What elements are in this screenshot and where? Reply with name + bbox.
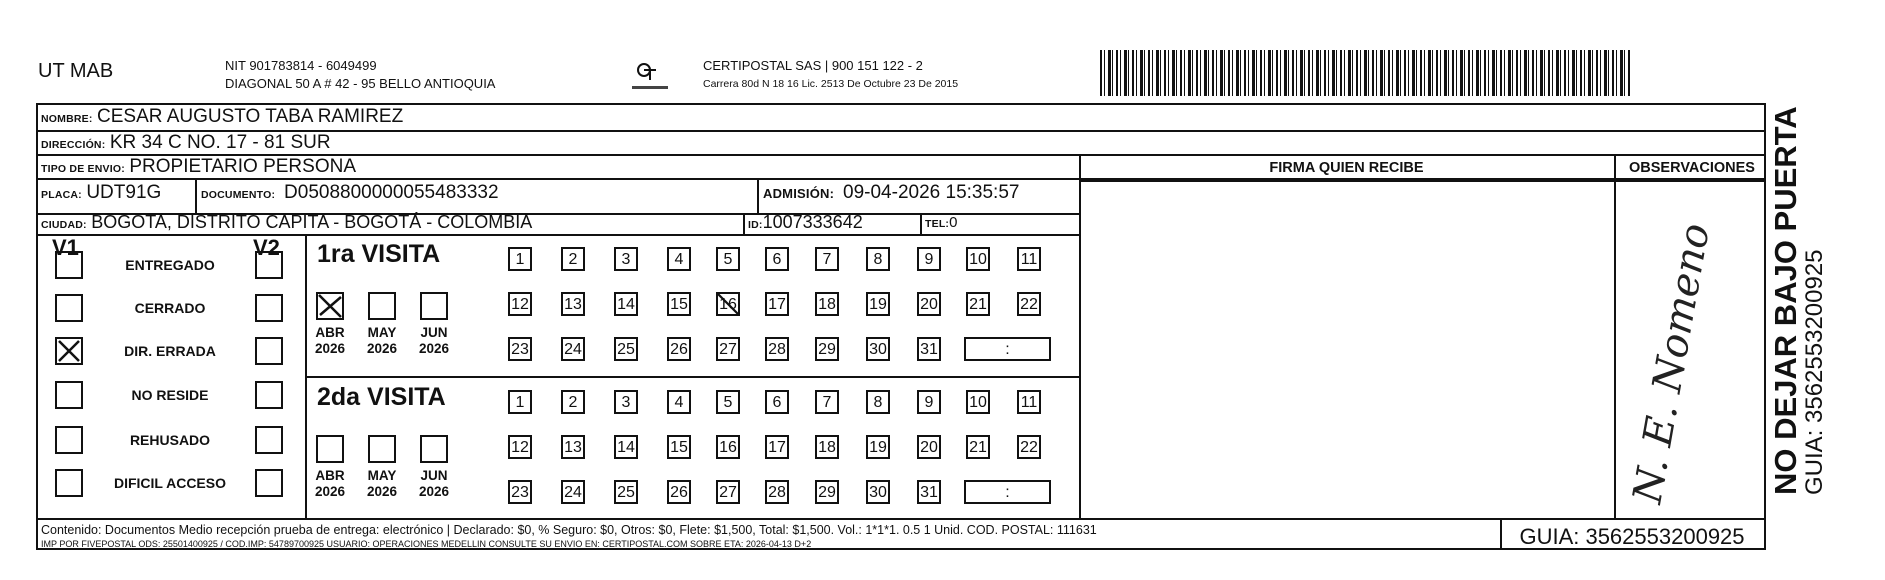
day-box[interactable]: 9 (917, 247, 941, 271)
day-box[interactable]: 8 (866, 390, 890, 414)
carrier-logo (630, 58, 670, 94)
status-label: DIFICIL ACCESO (113, 475, 226, 491)
footer-contenido: Contenido: Documentos Medio recepción prueba de entrega: electrónico | Declarado: $0, % Seguro: $0, Otros: $0, Flete: $1,500, Total: $1,500. Vol.: 1*1*1. 0.5 1 Unid. COD. POSTAL: 111631 (41, 523, 1097, 537)
month-label (310, 468, 350, 500)
status-label: CERRADO (134, 300, 206, 316)
day-box[interactable]: 25 (614, 337, 638, 361)
handwritten-note: N. E. Nomeno (1624, 220, 1719, 507)
day-box[interactable]: 16 (716, 292, 740, 316)
day-box[interactable]: 9 (917, 390, 941, 414)
v1-checkbox[interactable] (55, 251, 83, 279)
direccion-value: KR 34 C NO. 17 - 81 SUR (109, 132, 331, 153)
day-box[interactable]: 27 (716, 480, 740, 504)
day-box[interactable]: 18 (815, 435, 839, 459)
day-box[interactable]: 20 (917, 292, 941, 316)
placa-label: PLACA: (41, 189, 82, 201)
documento-label: DOCUMENTO: (201, 189, 276, 201)
month-name: JUN (420, 468, 448, 483)
day-box[interactable]: 14 (614, 292, 638, 316)
day-box[interactable]: 17 (765, 292, 789, 316)
day-box[interactable]: 30 (866, 480, 890, 504)
second-visit-title: 2da VISITA (317, 383, 446, 411)
day-box[interactable]: 10 (966, 390, 990, 414)
v1-checkbox[interactable] (55, 469, 83, 497)
day-box[interactable]: 7 (815, 247, 839, 271)
day-box[interactable]: 22 (1017, 292, 1041, 316)
day-box[interactable]: 24 (561, 337, 585, 361)
day-box[interactable]: 5 (716, 247, 740, 271)
day-box[interactable]: 8 (866, 247, 890, 271)
observaciones-header: OBSERVACIONES (1629, 160, 1755, 176)
day-box[interactable]: 24 (561, 480, 585, 504)
company-name: UT MAB (38, 60, 114, 82)
carrier-license: Carrera 80d N 18 16 Lic. 2513 De Octubre 23 De 2015 (703, 78, 959, 90)
side-warning: NO DEJAR BAJO PUERTA (1768, 106, 1803, 495)
side-text (1770, 75, 1828, 495)
month-name: ABR (315, 468, 345, 483)
day-box[interactable]: 11 (1017, 247, 1041, 271)
id-label: ID: (748, 219, 763, 231)
v1-checkbox[interactable] (55, 381, 83, 409)
day-box[interactable]: 26 (667, 337, 691, 361)
day-box[interactable]: 15 (667, 435, 691, 459)
month-name: ABR (315, 325, 345, 340)
month-name: MAY (367, 325, 397, 340)
v2-checkbox[interactable] (255, 294, 283, 322)
footer-guia: GUIA: 3562553200925 (1519, 524, 1745, 549)
month-checkbox[interactable] (368, 292, 396, 320)
day-box[interactable]: 2 (561, 247, 585, 271)
day-box[interactable]: 25 (614, 480, 638, 504)
tel-value: 0 (949, 214, 958, 231)
day-box[interactable]: 21 (966, 435, 990, 459)
time-box[interactable]: : (964, 480, 1051, 504)
day-box[interactable]: 1 (508, 390, 532, 414)
day-box[interactable]: 17 (765, 435, 789, 459)
ciudad-row (41, 212, 532, 233)
day-box[interactable]: 27 (716, 337, 740, 361)
placa-row (41, 182, 161, 204)
company-nit: NIT 901783814 - 6049499 (225, 58, 377, 73)
month-name: JUN (420, 325, 448, 340)
month-label (362, 325, 402, 357)
day-box[interactable]: 26 (667, 480, 691, 504)
day-box[interactable]: 16 (716, 435, 740, 459)
day-box[interactable]: 3 (614, 390, 638, 414)
status-label: REHUSADO (129, 432, 211, 448)
v1-header: V1 (52, 235, 79, 260)
carrier-name: CERTIPOSTAL SAS | 900 151 122 - 2 (703, 58, 923, 73)
month-label (414, 325, 454, 357)
day-box[interactable]: 21 (966, 292, 990, 316)
tel-row (925, 214, 957, 232)
nombre-row (41, 106, 403, 128)
admision-row (763, 182, 1019, 204)
day-box[interactable]: 13 (561, 435, 585, 459)
barcode (1100, 50, 1630, 96)
company-address: DIAGONAL 50 A # 42 - 95 BELLO ANTIOQUIA (225, 76, 496, 91)
ciudad-label: CIUDAD: (41, 219, 87, 231)
day-box[interactable]: 6 (765, 390, 789, 414)
status-label: ENTREGADO (125, 257, 215, 273)
day-box[interactable]: 10 (966, 247, 990, 271)
day-box[interactable]: 15 (667, 292, 691, 316)
day-box[interactable]: 20 (917, 435, 941, 459)
day-box[interactable]: 11 (1017, 390, 1041, 414)
day-box[interactable]: 22 (1017, 435, 1041, 459)
month-checkbox[interactable] (316, 435, 344, 463)
day-box[interactable]: 23 (508, 337, 532, 361)
day-box[interactable]: 19 (866, 292, 890, 316)
id-row (748, 212, 863, 233)
month-label (310, 325, 350, 357)
day-box[interactable]: 12 (508, 292, 532, 316)
month-label (414, 468, 454, 500)
day-box[interactable]: 19 (866, 435, 890, 459)
day-box[interactable]: 28 (765, 480, 789, 504)
v2-checkbox[interactable] (255, 426, 283, 454)
month-checkbox[interactable] (420, 292, 448, 320)
day-box[interactable]: 30 (866, 337, 890, 361)
tipo-row (41, 156, 356, 178)
day-box[interactable]: 6 (765, 247, 789, 271)
nombre-value: CESAR AUGUSTO TABA RAMIREZ (97, 106, 404, 127)
v2-checkbox[interactable] (255, 251, 283, 279)
nombre-label: NOMBRE: (41, 113, 93, 125)
month-year: 2026 (418, 341, 450, 356)
day-box[interactable]: 4 (667, 390, 691, 414)
firma-header: FIRMA QUIEN RECIBE (1269, 160, 1424, 176)
month-checkbox[interactable] (316, 292, 344, 320)
day-box[interactable]: 31 (917, 480, 941, 504)
month-label (362, 468, 402, 500)
v1-checkbox[interactable] (55, 337, 83, 365)
ciudad-value: BOGOTA, DISTRITO CAPITA - BOGOTÁ - COLOMBIA (91, 212, 533, 232)
day-box[interactable]: 12 (508, 435, 532, 459)
placa-value: UDT91G (86, 182, 162, 203)
day-box[interactable]: 1 (508, 247, 532, 271)
day-box[interactable]: 31 (917, 337, 941, 361)
v2-checkbox[interactable] (255, 381, 283, 409)
tipo-label: TIPO DE ENVIO: (41, 163, 125, 175)
month-name: MAY (367, 468, 397, 483)
admision-label: ADMISIÓN: (763, 186, 835, 201)
status-label: NO RESIDE (131, 387, 209, 403)
v2-checkbox[interactable] (255, 337, 283, 365)
documento-value: D0508800000055483332 (284, 182, 499, 203)
direccion-row (41, 132, 331, 154)
day-box[interactable]: 29 (815, 337, 839, 361)
v1-checkbox[interactable] (55, 294, 83, 322)
observation-handwriting (1600, 215, 1719, 515)
direccion-label: DIRECCIÓN: (41, 139, 106, 151)
day-box[interactable]: 18 (815, 292, 839, 316)
id-value: 1007333642 (762, 212, 863, 232)
day-box[interactable]: 28 (765, 337, 789, 361)
month-year: 2026 (314, 484, 346, 499)
tipo-value: PROPIETARIO PERSONA (129, 156, 356, 177)
tel-label: TEL: (925, 218, 950, 230)
day-box[interactable]: 29 (815, 480, 839, 504)
month-year: 2026 (314, 341, 346, 356)
status-label: DIR. ERRADA (124, 343, 216, 359)
time-box[interactable]: : (964, 337, 1051, 361)
v2-checkbox[interactable] (255, 469, 283, 497)
v1-checkbox[interactable] (55, 426, 83, 454)
month-year: 2026 (366, 484, 398, 499)
day-box[interactable]: 7 (815, 390, 839, 414)
v2-header: V2 (253, 235, 280, 260)
documento-row (201, 182, 499, 204)
first-visit-title: 1ra VISITA (317, 240, 441, 268)
day-box[interactable]: 23 (508, 480, 532, 504)
month-year: 2026 (366, 341, 398, 356)
side-guia: GUIA: 3562553200925 (1801, 249, 1828, 495)
day-box[interactable]: 13 (561, 292, 585, 316)
day-box[interactable]: 3 (614, 247, 638, 271)
month-checkbox[interactable] (368, 435, 396, 463)
month-checkbox[interactable] (420, 435, 448, 463)
footer-imp: IMP POR FIVEPOSTAL ODS: 25501400925 / COD.IMP: 54789700925 USUARIO: OPERACIONES MEDELLIN CONSULTE SU ENVIO EN: CERTIPOSTAL.COM SOBRE ETA: 2026-04-13 D+2 (41, 539, 812, 549)
day-box[interactable]: 4 (667, 247, 691, 271)
admision-value: 09-04-2026 15:35:57 (843, 182, 1020, 203)
month-year: 2026 (418, 484, 450, 499)
day-box[interactable]: 5 (716, 390, 740, 414)
day-box[interactable]: 2 (561, 390, 585, 414)
day-box[interactable]: 14 (614, 435, 638, 459)
